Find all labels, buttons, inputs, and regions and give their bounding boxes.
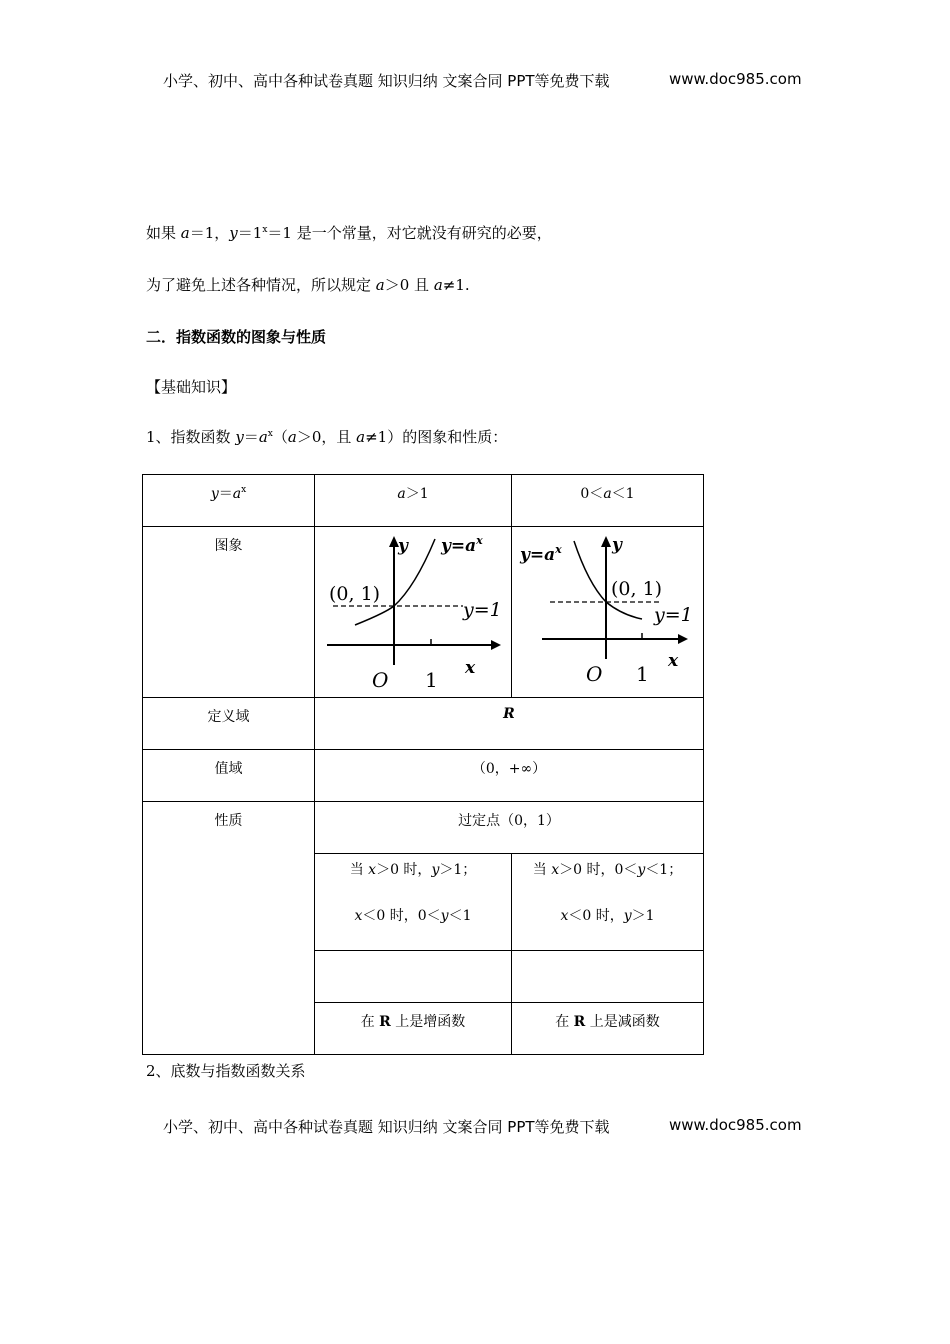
section-title: 二．指数函数的图象与性质 bbox=[146, 328, 327, 346]
sign-cell-a-gt-1: 当 x＞0 时，y＞1； x＜0 时，0＜y＜1 bbox=[315, 854, 512, 951]
curve-label: $y=a^x$ bbox=[441, 534, 483, 556]
x-axis-label: x bbox=[465, 658, 476, 678]
domain-value-cell: R bbox=[315, 698, 704, 750]
header-cell-a-gt-1: a＞1 bbox=[315, 475, 512, 527]
point-label: (0, 1) bbox=[611, 578, 663, 600]
header-cell-a-lt-1: 0＜a＜1 bbox=[512, 475, 704, 527]
paragraph-1: 如果 a＝1，$y=1^x=1$ 是一个常量，对它就没有研究的必要， bbox=[146, 224, 552, 242]
row-label-domain: 定义域 bbox=[143, 698, 315, 750]
tick-one-label: 1 bbox=[425, 668, 438, 692]
row-label-range: 值域 bbox=[143, 750, 315, 802]
tick-one-label: 1 bbox=[636, 662, 649, 686]
x-axis-label: x bbox=[668, 651, 679, 671]
x-axis-arrow bbox=[678, 634, 688, 644]
graph-decreasing bbox=[512, 527, 703, 696]
monotonic-cell-increasing: 在 R 上是增函数 bbox=[315, 1003, 512, 1055]
point-label: (0, 1) bbox=[329, 583, 381, 605]
graph-cell-increasing bbox=[315, 527, 512, 698]
asymptote-label: y=1 bbox=[463, 599, 502, 621]
origin-label: O bbox=[372, 668, 389, 692]
row-label-graph: 图象 bbox=[143, 527, 315, 698]
range-value-cell: （0，+∞） bbox=[315, 750, 704, 802]
properties-table bbox=[142, 474, 704, 1055]
y-axis-arrow bbox=[601, 536, 611, 547]
graph-cell-decreasing bbox=[512, 527, 704, 698]
origin-label: O bbox=[586, 662, 603, 686]
curve-label: $y=a^x$ bbox=[520, 543, 562, 565]
empty-cell-left bbox=[315, 951, 512, 1003]
subsection-title: 【基础知识】 bbox=[146, 378, 237, 396]
monotonic-cell-decreasing: 在 R 上是减函数 bbox=[512, 1003, 704, 1055]
header-url: www.doc985.com bbox=[669, 70, 802, 88]
header-cell-function: $y=a^x$ bbox=[143, 475, 315, 527]
item-1: 1、指数函数 $y=a^x(a>0$，且 a≠1）的图象和性质： bbox=[146, 428, 508, 446]
paragraph-2: 为了避免上述各种情况，所以规定 a＞0 且 a≠1. bbox=[146, 276, 470, 294]
header-text: 小学、初中、高中各种试卷真题 知识归纳 文案合同 PPT等免费下载 bbox=[163, 72, 610, 90]
graph-increasing bbox=[315, 527, 511, 696]
row-label-properties: 性质 bbox=[143, 802, 315, 1055]
fixed-point-cell: 过定点（0，1） bbox=[315, 802, 704, 854]
sign-cell-a-lt-1: 当 x＞0 时，0＜y＜1； x＜0 时，y＞1 bbox=[512, 854, 704, 951]
y-axis-label: y bbox=[612, 535, 622, 555]
footer-url: www.doc985.com bbox=[669, 1116, 802, 1134]
asymptote-label: y=1 bbox=[654, 604, 693, 626]
y-axis-label: y bbox=[398, 536, 408, 556]
footer-text: 小学、初中、高中各种试卷真题 知识归纳 文案合同 PPT等免费下载 bbox=[163, 1118, 610, 1136]
empty-cell-right bbox=[512, 951, 704, 1003]
item-2: 2、底数与指数函数关系 bbox=[146, 1062, 306, 1080]
x-axis-arrow bbox=[491, 640, 501, 650]
